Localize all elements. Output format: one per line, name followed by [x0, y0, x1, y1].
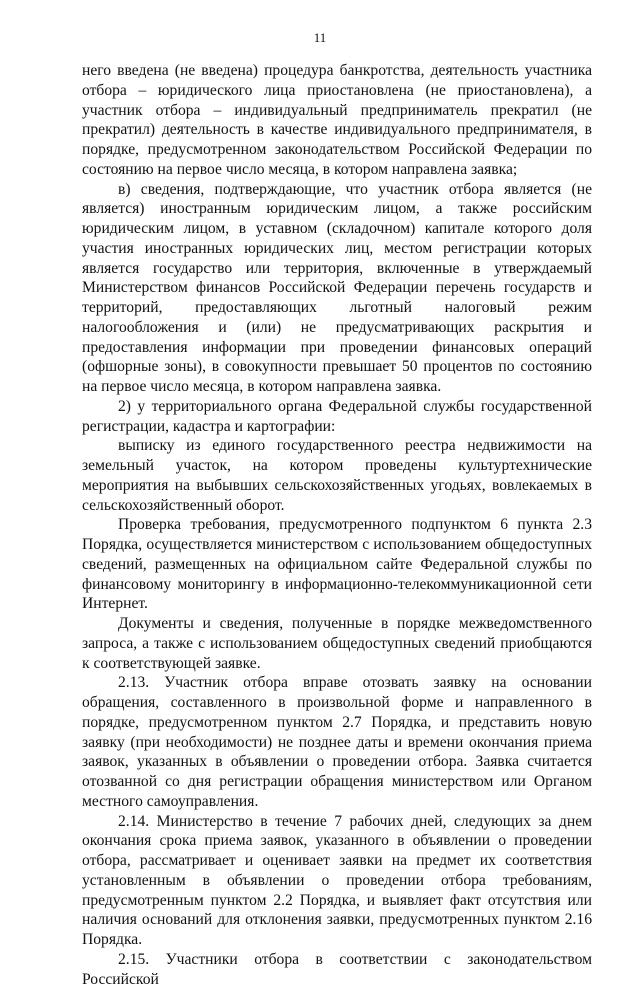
paragraph-2-13: 2.13. Участник отбора вправе отозвать заявку на основании обращения, составленного в произвольной форме и направленного в порядке, предусмотренном пунктом 2.7 Порядка, и представить новую заявку (при необходимости) не позднее даты и времени окончания приема заявок, указанных в объявлении о проведении отбора. Заявка считается отозванной со дня регистрации обращения министерством или Органом местного самоуправления.	[82, 674, 592, 810]
paragraph-item-v-foreign-entity: в) сведения, подтверждающие, что участник отбора является (не является) иностранным юридическим лицом, а также российским юридическим лицом, в уставном (складочном) капитале которого доля участия иностранных юридических лиц, местом регистрации которых является государство или территория, включенные в утверждаемый Министерством финансов Российской Федерации перечень государств и территорий, предоставляющих льготный налоговый режим налогообложения и (или) не предусматривающих раскрытия и предоставления информации при проведении финансовых операций (офшорные зоны), в совокупности превышает 50 процентов по состоянию на первое число месяца, в котором направлена заявка.	[82, 180, 592, 395]
page-number: 11	[313, 30, 327, 45]
paragraph-2-15: 2.15. Участники отбора в соответствии с законодательством Российской	[82, 950, 592, 988]
paragraph-bankruptcy-continuation: него введена (не введена) процедура банкротства, деятельность участника отбора – юридического лица приостановлена (не приостановлена), а участник отбора – индивидуальный предприниматель прекратил (не прекратил) деятельность в качестве индивидуального предпринимателя, в порядке, предусмотренном законодательством Российской Федерации по состоянию на первое число месяца, в котором направлена заявка;	[82, 62, 592, 178]
paragraph-egrn-extract: выписку из единого государственного реестра недвижимости на земельный участок, на котором проведены культуртехнические мероприятия на выбывших сельскохозяйственных угодьях, вовлекаемых в сельскохозяйственный оборот.	[82, 437, 592, 514]
paragraph-requirement-check: Проверка требования, предусмотренного подпунктом 6 пункта 2.3 Порядка, осуществляется министерством с использованием общедоступных сведений, размещенных на официальном сайте Федеральной службы по финансовому мониторингу в информационно-телекоммуникационной сети Интернет.	[82, 516, 592, 613]
paragraph-item-2-rosreestr: 2) у территориального органа Федеральной службы государственной регистрации, кадастра и картографии:	[82, 397, 592, 435]
paragraph-documents-attached: Документы и сведения, полученные в порядке межведомственного запроса, а также с использованием общедоступных сведений приобщаются к соответствующей заявке.	[82, 615, 592, 672]
document-body	[82, 61, 592, 989]
paragraph-2-14: 2.14. Министерство в течение 7 рабочих дней, следующих за днем окончания срока приема заявок, указанного в объявлении о проведении отбора, рассматривает и оценивает заявки на предмет их соответствия установленным в объявлении о проведении отбора требованиям, предусмотренным пунктом 2.2 Порядка, и выявляет факт отсутствия или наличия оснований для отклонения заявки, предусмотренных пунктом 2.16 Порядка.	[82, 812, 592, 948]
